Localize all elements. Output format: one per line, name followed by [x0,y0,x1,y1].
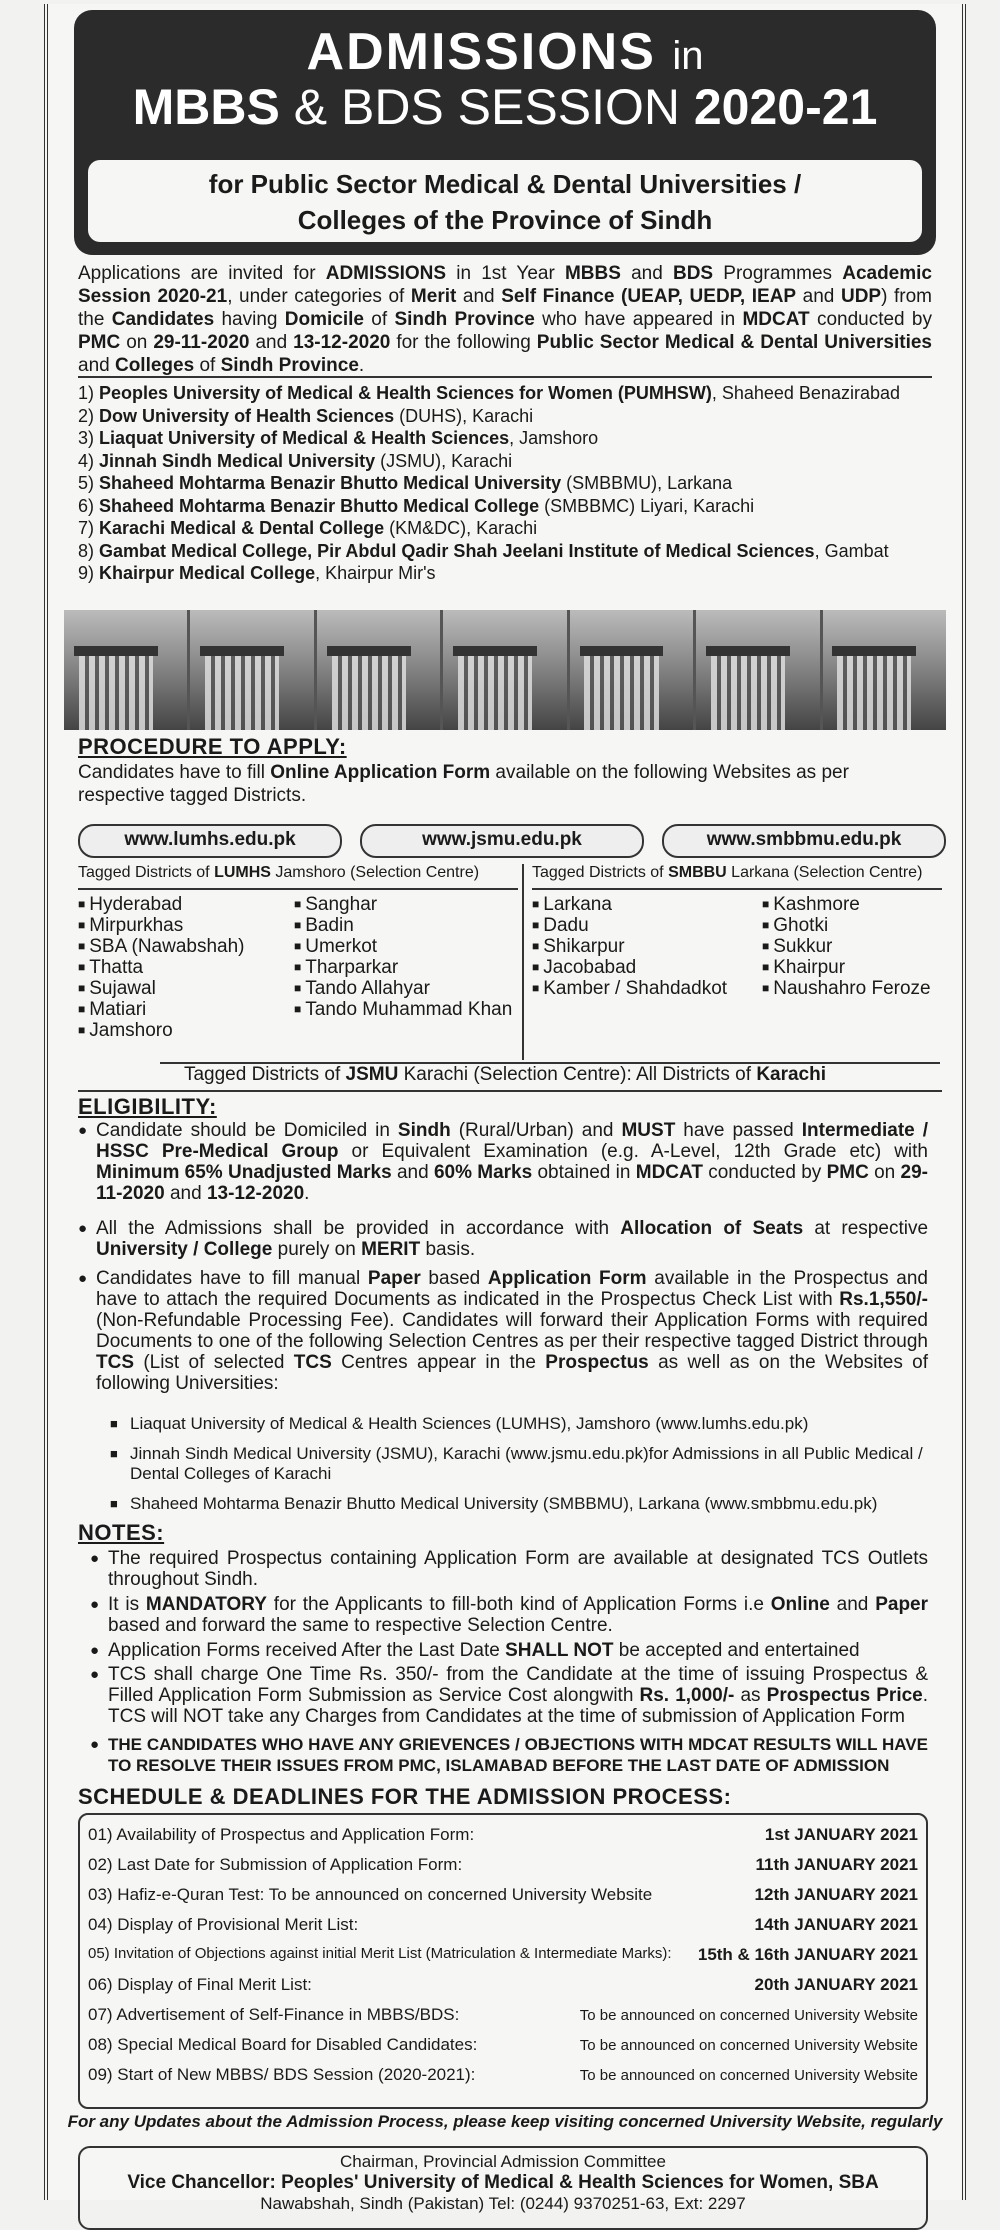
footer-vice-chancellor: Vice Chancellor: Peoples' University of Medical & Health Sciences for Women, SBA [127,2172,879,2193]
eligibility-point-domicile [78,1120,928,1204]
list-item: ■ Dadu [532,915,727,936]
divider [78,888,518,890]
intro-bold: Domicile [284,309,364,330]
intro-bold: Academic Session 2020-21 [78,263,932,307]
intro-text: on [120,332,154,353]
list-item: ■ Badin [294,915,512,936]
column-divider [522,864,524,1060]
university-name: Shaheed Mohtarma Benazir Bhutto Medical University [99,473,562,493]
campus-photo [443,610,566,730]
list-number: 7) [78,518,95,538]
jsmu-text: Karachi (Selection Centre): All Districts of [398,1064,757,1085]
intro-text: Applications are invited for [78,263,326,284]
advertisement-content [60,4,950,2213]
table-row [88,1853,918,1879]
jsmu-districts-line [60,1064,950,1086]
list-number: 3) [78,428,95,448]
table-row [88,2003,918,2029]
intro-bold: Colleges [114,355,195,376]
procedure-title: PROCEDURE TO APPLY: [78,734,347,759]
selection-centre-jsmu: ■ Jinnah Sindh Medical University (JSMU), Karachi (www.jsmu.edu.pk)for Admissions in all Public Medical / Dental Colleges of Karachi [110,1444,928,1484]
jsmu-bold: Karachi [756,1064,827,1085]
intro-bold: MDCAT [742,309,810,330]
intro-bold: Self Finance (UEAP, UEDP, IEAP [501,286,797,307]
bold: MERIT [361,1239,421,1260]
jsmu-text: Tagged Districts of [183,1064,346,1085]
text: and [829,1594,876,1615]
table-row [88,2033,918,2059]
university-place: , Gambat [814,540,889,561]
campus-photo-strip [64,610,946,730]
table-row [88,1973,918,1999]
university-name: Dow University of Health Sciences [99,405,395,426]
eligibility-point-paper-form [78,1268,928,1394]
table-row [88,1823,918,1849]
list-item: ■ Khairpur [762,957,931,978]
lumhs-district-list-2 [294,894,512,1020]
university-place: (SMBBMU), Larkana [561,473,733,493]
intro-text: having [214,309,285,330]
intro-bold: UDP [840,286,882,307]
notes-title: NOTES: [78,1520,165,1545]
bold: MUST [621,1120,676,1141]
banner-session [74,78,936,136]
eligibility-point-merit [78,1218,928,1260]
text: TCS shall charge One Time Rs. 350/- from the Candidate at the time of issuing Prospectus & Filled Application Form Submission as Service Cost alongwith [108,1664,928,1706]
list-item: ■ Tando Muhammad Khan [294,999,512,1020]
intro-bold: ADMISSIONS [325,263,447,284]
bold: University / College [96,1239,273,1260]
bold: MDCAT [635,1162,703,1183]
university-name: Shaheed Mohtarma Benazir Bhutto Medical College [99,495,540,516]
selection-centre-lumhs: ■ Liaquat University of Medical & Health Sciences (LUMHS), Jamshoro (www.lumhs.edu.pk) [110,1414,928,1434]
note-prospectus: ● The required Prospectus containing Application Form are available at designated TCS Outlets throughout Sindh. [90,1548,928,1590]
list-item: ■ Thatta [78,957,245,978]
university-place: (JSMU), Karachi [375,450,513,471]
schedule-label: 07) Advertisement of Self-Finance in MBBS/BDS: [88,2005,460,2024]
list-item: ■ Shikarpur [532,936,727,957]
bold: Rs.1,550/- [839,1289,928,1310]
header-banner [74,10,936,255]
bold: PMC [826,1162,869,1183]
text: conducted by [702,1162,827,1183]
list-item: ■ Sanghar [294,894,512,915]
university-list [78,376,932,585]
bold: Prospectus [545,1352,649,1373]
footer-box [78,2146,928,2230]
bold: Paper [367,1268,421,1289]
table-row [88,1943,918,1969]
text: be accepted and entertained [613,1640,860,1661]
list-item: ■ Tando Allahyar [294,978,512,999]
website-smbbmu-link[interactable]: www.smbbmu.edu.pk [662,824,946,858]
intro-bold: 13-12-2020 [293,332,391,353]
intro-bold: PMC [78,332,121,353]
text: (Non-Refundable Processing Fee). Candidates will forward their Application Forms with required Documents to one of the following Selection Centres as per their respective tagged District through [96,1310,928,1352]
list-number: 4) [78,450,95,471]
schedule-title: SCHEDULE & DEADLINES FOR THE ADMISSION PROCESS: [78,1784,732,1809]
intro-text: in 1st Year [446,263,565,284]
text: on [868,1162,901,1183]
smbbu-districts-heading [532,864,922,882]
smbbu-district-list-2 [762,894,931,999]
schedule-label: 09) Start of New MBBS/ BDS Session (2020-2021): [88,2065,476,2084]
intro-text: and [796,286,841,307]
banner-subtitle [88,160,922,242]
procedure-bold: Online Application Form [270,762,491,783]
list-number: 5) [78,473,95,493]
list-item [78,495,932,518]
divider [532,888,942,890]
text: available in the Prospectus and have to attach the required Documents as indicated in the Prospectus Check List with [96,1268,928,1310]
heading-bold: SMBBU [668,864,727,881]
schedule-date: 11th JANUARY 2021 [755,1855,918,1874]
list-item: ■ Sukkur [762,936,931,957]
intro-text: for the following [390,332,537,353]
intro-text: and [78,355,115,376]
bold: Minimum 65% Unadjusted Marks [96,1162,392,1183]
university-place: (KM&DC), Karachi [384,518,538,538]
schedule-date: 1st JANUARY 2021 [764,1825,918,1844]
note-grievances: ● THE CANDIDATES WHO HAVE ANY GRIEVENCES / OBJECTIONS WITH MDCAT RESULTS WILL HAVE TO RESOLVE THEIR ISSUES FROM PMC, ISLAMABAD BEFORE THE LAST DATE OF ADMISSION [90,1734,928,1776]
text: (Rural/Urban) and [450,1120,622,1141]
bold: Application Form [487,1268,647,1289]
schedule-label: 02) Last Date for Submission of Application Form: [88,1855,463,1874]
list-item: ■ Umerkot [294,936,512,957]
intro-text: , under categories of [227,286,411,307]
intro-bold: BDS [672,263,714,284]
schedule-label: 08) Special Medical Board for Disabled Candidates: [88,2035,478,2054]
text: Candidates have to fill manual [96,1268,368,1289]
text: and [391,1162,434,1183]
table-row [88,1913,918,1939]
list-item: ■ Naushahro Feroze [762,978,931,999]
bold: MANDATORY [145,1594,267,1615]
text: have passed [675,1120,802,1141]
divider [78,1090,942,1092]
list-item: ■ Larkana [532,894,727,915]
intro-text: Programmes [713,263,843,284]
text: Application Forms received After the Last Date [108,1640,506,1661]
university-place: (SMBBMC) Liyari, Karachi [539,495,755,516]
list-item [78,382,932,405]
text: based and forward the same to respective Selection Centre. [108,1615,613,1636]
banner-in: in [672,34,704,78]
list-item: ■ Jamshoro [78,1020,245,1041]
university-name: Jinnah Sindh Medical University [99,450,376,471]
intro-bold: Candidates [111,309,215,330]
lumhs-district-list-1 [78,894,245,1041]
website-lumhs-link[interactable]: www.lumhs.edu.pk [78,824,342,858]
note-last-date [90,1640,928,1661]
footer-chairman: Chairman, Provincial Admission Committee [340,2152,666,2171]
text: and [164,1183,207,1204]
text: Centres appear in the [331,1352,546,1373]
university-place: , Jamshoro [509,428,599,448]
intro-text: and [249,332,294,353]
list-item: ■ Mirpurkhas [78,915,245,936]
bold: Rs. 1,000/- [639,1685,735,1706]
note-tcs-charges [90,1664,928,1727]
list-item: ■ Tharparkar [294,957,512,978]
text: as [734,1685,767,1706]
procedure-text-part: Candidates have to fill [78,762,271,783]
banner-mbbs: MBBS [132,79,280,135]
schedule-date: 20th JANUARY 2021 [754,1975,918,1994]
schedule-date: To be announced on concerned University Website [579,2037,918,2054]
university-name: Gambat Medical College, Pir Abdul Qadir Shah Jeelani Institute of Medical Sciences [99,540,815,561]
intro-text: of [194,355,221,376]
list-item [78,472,932,495]
bold: 60% Marks [433,1162,533,1183]
list-item: ■ Ghotki [762,915,931,936]
bold: 13-12-2020 [206,1183,305,1204]
list-item: ■ Kamber / Shahdadkot [532,978,727,999]
schedule-date: To be announced on concerned University Website [579,2007,918,2024]
table-row [88,2063,918,2089]
eligibility-title: ELIGIBILITY: [78,1094,217,1119]
schedule-date: To be announced on concerned University Website [579,2067,918,2084]
bold: Online [770,1594,830,1615]
intro-text: ) from the [78,286,933,330]
intro-bold: Sindh Province [394,309,535,330]
schedule-box [78,1813,928,2109]
text: basis. [420,1239,476,1260]
list-item [78,540,932,563]
banner-admissions: ADMISSIONS [306,23,656,81]
campus-photo [570,610,693,730]
intro-paragraph [78,262,932,377]
intro-text: of [363,309,395,330]
schedule-label: 05) Invitation of Objections against initial Merit List (Matriculation & Intermediate Marks): [88,1945,672,1962]
bold: TCS [96,1352,134,1373]
bold: Paper [875,1594,929,1615]
text: or Equivalent Examination (e.g. A-Level, 12th Grade etc) with [338,1141,928,1162]
procedure-text-part: available on the following Websites as per respective tagged Districts. [78,762,849,806]
intro-bold: Sindh Province [220,355,359,376]
text: for the Applicants to fill-both kind of Application Forms i.e [266,1594,771,1615]
campus-photo [64,610,187,730]
list-item [78,562,932,585]
banner-subtitle-line2: Colleges of the Province of Sindh [297,205,713,235]
advertisement-page [44,4,966,2213]
heading-bold: LUMHS [214,864,271,881]
footer-address: Nawabshah, Sindh (Pakistan) Tel: (0244) 9370251-63, Ext: 2297 [260,2194,746,2213]
university-name: Khairpur Medical College [99,563,316,583]
intro-bold: 29-11-2020 [153,332,250,353]
heading-text: Jamshoro (Selection Centre) [270,864,480,881]
jsmu-bold: JSMU [345,1064,399,1085]
schedule-label: 03) Hafiz-e-Quran Test: To be announced on concerned University Website [88,1885,653,1904]
text: at respective [803,1218,929,1239]
list-number: 6) [78,495,95,516]
schedule-date: 12th JANUARY 2021 [754,1885,918,1904]
text: as well as on the Websites of following Universities: [96,1352,929,1394]
list-item: ■ Sujawal [78,978,245,999]
banner-subtitle-line1: for Public Sector Medical & Dental Universities / [208,169,802,199]
heading-text: Tagged Districts of [532,864,669,881]
university-place: , Shaheed Benazirabad [711,383,900,403]
list-item: ■ Hyderabad [78,894,245,915]
intro-bold: Merit [410,286,457,307]
selection-centre-smbbmu: ■ Shaheed Mohtarma Benazir Bhutto Medical University (SMBBMU), Larkana (www.smbbmu.edu.pk) [110,1494,928,1514]
intro-text: and [620,263,673,284]
list-number: 2) [78,405,95,426]
university-place: (DUHS), Karachi [394,405,534,426]
university-name: Peoples University of Medical & Health Sciences for Women (PUMHSW) [99,383,712,403]
text: Candidate should be Domiciled in [96,1120,398,1141]
bold: Allocation of Seats [620,1218,804,1239]
list-number: 8) [78,540,95,561]
list-item [78,517,932,540]
note-mandatory [90,1594,928,1636]
bold: Intermediate / HSSC Pre-Medical Group [96,1120,929,1162]
updates-note: For any Updates about the Admission Process, please keep visiting concerned University Website, regularly [67,2112,943,2131]
list-item: ■ Kashmore [762,894,931,915]
list-item: ■ SBA (Nawabshah) [78,936,245,957]
schedule-date: 15th & 16th JANUARY 2021 [697,1945,918,1964]
list-number: 1) [78,383,95,403]
text: based [420,1268,488,1289]
text: . [304,1183,310,1204]
schedule-label: 01) Availability of Prospectus and Application Form: [88,1825,475,1844]
text: All the Admissions shall be provided in accordance with [96,1218,621,1239]
heading-text: Tagged Districts of [78,864,215,881]
intro-bold: Public Sector Medical & Dental Universities [536,332,932,353]
website-jsmu-link[interactable]: www.jsmu.edu.pk [360,824,644,858]
procedure-text [78,761,932,807]
table-row [88,1883,918,1909]
text: It is [108,1594,146,1615]
university-place: , Khairpur Mir's [315,563,436,583]
text: (List of selected [134,1352,294,1373]
campus-photo [823,610,946,730]
smbbu-district-list-1 [532,894,727,999]
campus-photo [317,610,440,730]
banner-year: 2020-21 [693,79,878,135]
text: obtained in [532,1162,636,1183]
intro-bold: MBBS [564,263,621,284]
bold: 29-11-2020 [96,1162,928,1204]
text: . TCS will NOT take any Charges from Candidates at the time of submission of Application Form [108,1685,929,1727]
list-number: 9) [78,563,95,583]
schedule-date: 14th JANUARY 2021 [754,1915,918,1934]
university-name: Karachi Medical & Dental College [99,518,385,538]
text: purely on [272,1239,362,1260]
list-item: ■ Matiari [78,999,245,1020]
banner-title [74,22,936,82]
schedule-label: 04) Display of Provisional Merit List: [88,1915,359,1934]
list-item [78,450,932,473]
intro-text: . [358,355,365,376]
schedule-label: 06) Display of Final Merit List: [88,1975,312,1994]
bold: SHALL NOT [505,1640,614,1661]
intro-text: conducted by [809,309,933,330]
intro-text: who have appeared in [534,309,743,330]
bold: TCS [293,1352,332,1373]
university-name: Liaquat University of Medical & Health Sciences [99,428,510,448]
campus-photo [696,610,819,730]
lumhs-districts-heading [78,864,479,882]
list-item [78,405,932,428]
intro-text: and [456,286,502,307]
list-item: ■ Jacobabad [532,957,727,978]
banner-bds-session: & BDS SESSION [293,79,680,135]
bold: Sindh [397,1120,451,1141]
bold: Prospectus Price [766,1685,923,1706]
list-item [78,427,932,450]
campus-photo [190,610,313,730]
heading-text: Larkana (Selection Centre) [726,864,923,881]
